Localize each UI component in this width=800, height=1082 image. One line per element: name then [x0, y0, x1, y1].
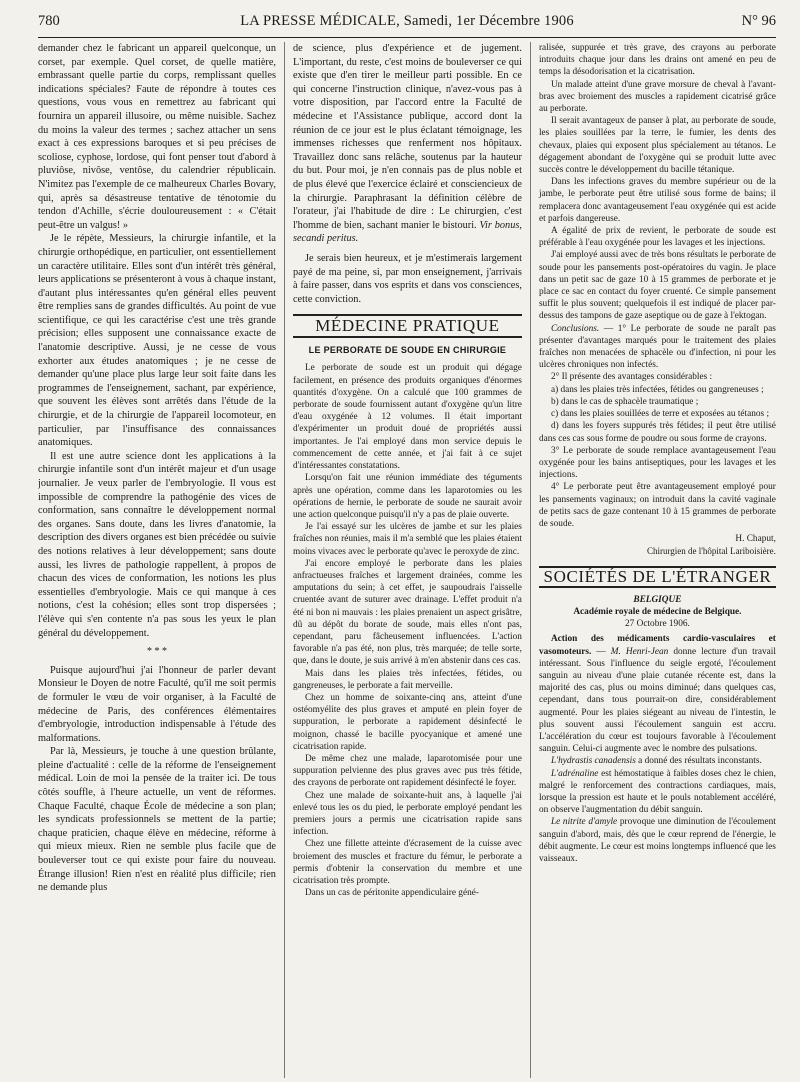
report-author: M. Henri-Jean — [610, 646, 669, 657]
conclusion-4: 4° Le perborate peut être avantageusement employé pour les pansements vaginaux; on introduit dans la cavité vaginale de petits sacs de gaze contenant 10 à 15 grammes de perborate de soude. — [538, 482, 776, 529]
paragraph: Je le répète, Messieurs, la chirurgie infantile, et la chirurgie orthopédique, en particulier, ont essentiellement un caractère utilitaire. Elles sont d'un intérêt très général, leurs applications se présenteront à vous à chaque instant, d'autant plus intéressantes qu'en général elles peuvent être remplies sans de grandes difficultés. Au point de vue scientifique, ce qui les caractérise c'est une très grande précision; elles supposent une connaissance exacte de l'anatomie descriptive. Aussi, je ne cesse de vous exhorter aux études anatomiques ; je ne cesse de demander qu'une place plus large leur soit faite dans les programmes de l'enseignement, sachant, par expérience, que souvent les élèves sont arrêtés dans l'étude de la chirurgie, et de la chirurgie de l'appareil locomoteur, en particulier, par l'insuffisance des connaissances anatomiques. — [38, 233, 276, 449]
report-paragraph — [539, 755, 776, 767]
report-text: est hémostatique à faibles doses chez le chien, malgré le renforcement des contractions cardiaques, mais, lorsque la pression est haute et le pouls notablement accéléré, on observe l'augmentation du débit sanguin. — [538, 768, 776, 816]
paragraph: J'ai encore employé le perborate dans les plaies anfractueuses fraîches et largement drainées, comme les amputations du sein; à cet effet, je saupoudrais l'aisselle cruentée avant de suturer avec drainage. L'effet produit n'a été ni bon ni mauvais : les plaies prenaient un aspect grisâtre, dû au dépôt du borate de soude, mais elles n'ont pas, cependant, paru fâcheusement influencées. L'action favorable n'a pas été, non plus, très marquée; de telle sorte, que, dans le doute, je suis arrivé à m'en abstenir dans ces cas. — [292, 558, 522, 667]
conclusions-label: Conclusions. — [550, 323, 600, 334]
section-title-societes-etranger: SOCIÉTÉS DE L'ÉTRANGER — [539, 566, 776, 588]
paragraph: J'ai employé aussi avec de très bons résultats le perborate de soude pour les pansements post-opératoires du vagin. Je place dans un petit sac de gaze 10 à 15 grammes de perborate et je place ce sac en contact du foyer cruenté. Ce simple pansement suffit le plus souvent; quelquefois il est indiqué de placer par-dessus des tampons de gaze aseptique ou de gaze à l'ektogan. — [538, 250, 776, 322]
drug-name: L'adrénaline — [550, 768, 599, 779]
paragraph: Puisque aujourd'hui j'ai l'honneur de parler devant Monsieur le Doyen de notre Faculté, qu'il me soit permis de formuler le vœu de voir organiser, à la Faculté de médecine de Paris, des conférences élémentaires d'embryologie, introduction indispensable à l'étude des malformations. — [38, 664, 276, 744]
report-paragraph — [539, 816, 776, 865]
author-role: Chirurgien de l'hôpital Lariboisière. — [646, 546, 776, 557]
drug-name: Le nitrite d'amyle — [550, 817, 618, 828]
conclusion-2: 2° Il présente des avantages considérables : — [550, 372, 713, 383]
report-title: Action des médicaments cardio-vasculaires et vasomoteurs. — [538, 634, 776, 657]
page-header — [38, 13, 776, 35]
report-paragraph: Action des médicaments cardio-vasculaires et vasomoteurs. — M. Henri-Jean donne lecture d'un travail intéressant. Sous l'influence du seigle ergoté, l'écoulement sanguin au niveau d'une plaie cutanée récente est, dans la majorité des cas, plus ou moins diminué; dans quelques cas, cependant, dans tous pourrait-on dire, considérablement augmenté. Pour les plaies siégeant au niveau de l'intestin, le plus souvent aussi l'écoulement sanguin est accru. L'accélération du cœur est toujours favorable à l'écoulement sanguin. Celui-ci augmente avec le nombre des pulsations. — [538, 634, 776, 755]
drug-name: L'hydrastis canadensis — [550, 756, 636, 767]
academy-heading: Académie royale de médecine de Belgique. — [573, 606, 742, 617]
paragraph-text: de science, plus d'expérience et de jugement. L'important, du reste, c'est moins de bouleverser ce qui existe que d'en tirer le meilleur parti possible. En ce qui concerne l'instruction clinique, n'avez-vous pas à votre disposition, par l'accord entre la Faculté de médecine et l'Assistance publique, accord dont la réunion de ce jour est le plus éclatant témoignage, les immenses richesses que renferment nos hôpitaux. Travaillez donc sans relâche, soutenus par la hauteur du but. Pour moi, je n'en connais pas de plus noble et de plus élevé que l'exercice éclairé et consciencieux de la chirurgie. Paraphrasant la définition célèbre de l'orateur, j'ai l'habitude de dire : Le chirurgien, c'est l'homme de bien, sachant manier le bistouri. — [292, 43, 522, 231]
columns — [38, 42, 776, 1078]
session-date: 27 Octobre 1906. — [625, 619, 690, 630]
paragraph: demander chez le fabricant un appareil quelconque, un corset, par exemple. Quel corset, de quelle matière, embrassant quelle partie du corps, remplissant quelles indications spéciales? Faute de répondre à toutes ces questions, vous vous en remettrez au fabricant qui fournira un appareil illusoire, ou même nuisible. Sachez du moins la valeur des termes ; sachez attacher un sens exact à ces expressions baroques et si peu précises de scoliose, cyphose, lordose, qui font penser tout d'abord à pluviôse, nivôse, ventôse, du calendrier républicain. N'imitez pas l'exemple de ce malheureux Charles Bovary, qui, après sa désastreuse tentative de ténotomie du tendon d'Achille, s'écrie douloureusement : « C'était peut-être un valgus! » — [38, 43, 276, 231]
column-2 — [284, 42, 530, 1078]
header-rule — [38, 37, 776, 38]
running-title: LA PRESSE MÉDICALE, Samedi, 1er Décembre 1906 — [240, 13, 574, 29]
paragraph: Il serait avantageux de panser à plat, au perborate de soude, les plaies souillées par la terre, le fumier, les dents des chevaux, plaies qui exposent plus spécialement au tétanos. Le dégagement abondant de l'oxygène qui se produit lutte avec succès contre le développement du bacille tétanique. — [538, 116, 776, 176]
page-number: 780 — [38, 13, 60, 29]
conclusions — [539, 323, 776, 372]
paragraph: Le perborate de soude est un produit qui dégage facilement, en présence des produits organiques d'énormes quantités d'oxygène. On a calculé que 100 grammes de perborate de soude fournissent autant d'oxygène qu'un litre d'eau oxygénée à 12 volumes. Il était important d'expérimenter un produit doué de propriétés aussi importantes. Je l'ai employé dans mon service depuis le commencement de cette année, et j'ai fait à ce sujet d'intéressantes constatations. — [292, 363, 522, 472]
column-3 — [530, 42, 776, 1078]
report-text: provoque une diminution de l'écoulement sanguin d'abord, mais, dès que le cœur reprend de l'énergie, le débit augmente. Le cœur est moins longtemps influencé que les vaisseaux. — [538, 817, 776, 864]
column-1 — [38, 42, 284, 1078]
conclusion-2b: b) dans le cas de sphacèle traumatique ; — [550, 396, 699, 407]
paragraph: Chez une malade de soixante-huit ans, à laquelle j'ai enlevé tous les os du pied, le perborate employé pendant les premiers jours a permis une cicatrisation rapide sans infection. — [292, 790, 522, 838]
conclusion-2a: a) dans les plaies très infectées, fétides ou gangreneuses ; — [550, 384, 764, 395]
article-title: LE PERBORATE DE SOUDE EN CHIRURGIE — [308, 344, 507, 355]
paragraph: Dans un cas de péritonite appendiculaire géné- — [304, 888, 479, 899]
paragraph: Je serais bien heureux, et je m'estimerais largement payé de ma peine, si, par mon enseignement, j'arrivais à faire passer, dans vos esprits et dans vos consciences, cette conviction. — [292, 252, 522, 305]
report-text: donne lecture d'un travail intéressant. Sous l'influence du seigle ergoté, l'écoulement sanguin au niveau d'une plaie cutanée récente est, dans la majorité des cas, plus ou moins diminué; dans quelques cas, cependant, dans tous pourrait-on dire, considérablement augmenté. Pour les plaies siégeant au niveau de l'intestin, le plus souvent aussi l'écoulement sanguin est accru. L'accélération du cœur est toujours favorable à l'écoulement sanguin. Celui-ci augmente avec le nombre des pulsations. — [538, 646, 776, 755]
country-heading: BELGIQUE — [633, 594, 682, 605]
report-text: a donné des résultats inconstants. — [638, 756, 762, 767]
paragraph: Dans les infections graves du membre supérieur ou de la jambe, le perborate peut être utilisé sous forme de bains; il remplacera donc avantageusement l'eau oxygénée qui est acide et parfois dangereuse. — [538, 177, 776, 224]
paragraph: Mais dans les plaies très infectées, fétides, ou gangreneuses, le perborate a fait merveille. — [292, 668, 522, 691]
conclusion-2c: c) dans les plaies souillées de terre et exposées au tétanos ; — [550, 409, 770, 420]
paragraph: Chez une fillette atteinte d'écrasement de la cuisse avec broiement des muscles et fracture du fémur, le perborate a permis d'obtenir la conservation du membre et une cicatrisation très prompte. — [292, 839, 522, 886]
conclusion-3: 3° Le perborate de soude remplace avantageusement l'eau oxygénée pour les bains antiseptiques, pour les lavages et les injections. — [538, 445, 776, 481]
author-signature: H. Chaput, — [735, 534, 776, 545]
section-separator: * * * — [146, 646, 167, 658]
paragraph: Je l'ai essayé sur les ulcères de jambe et sur les plaies fraîches non réunies, mais il m'a semblé que les plaies étaient moins vivaces avec le perborate qu'avec le peroxyde de zinc. — [292, 522, 522, 557]
paragraph: Par là, Messieurs, je touche à une question brûlante, pleine d'actualité : celle de la réforme de l'enseignement médical. Loin de moi la pensée de la traiter ici. De tous côtés souffle, à l'heure actuelle, un vent de réformes. Chaque Faculté, chaque École de médecine a son plan; les syndicats professionnels se mettent de la partie; chaque praticien, chaque élève en médecine, réforme à qui mieux mieux. Rien ne semble plus facile que de bouleverser tout ce qui existe pour faire du nouveau. Étrange illusion! Rien n'est en réalité plus difficile; rien ne demande plus — [38, 746, 276, 894]
section-title-medecine-pratique: MÉDECINE PRATIQUE — [293, 314, 522, 338]
report-paragraph — [539, 768, 776, 817]
issue-number: N° 96 — [741, 13, 776, 29]
paragraph: Lorsqu'on fait une réunion immédiate des téguments après une opération, comme dans les laparotomies ou les opérations de hernie, le perborate de soude ne saurait avoir une action quelconque puisqu'il n'y a pas de plaie ouverte. — [292, 473, 522, 520]
conclusion-1: — 1° Le perborate de soude ne paraît pas présenter d'avantages marqués pour le traitement des plaies fraîches non menacées de sphacèle ou d'infection, ni pour les ulcères chroniques non infectés. — [538, 323, 776, 371]
paragraph: Chez un homme de soixante-cinq ans, atteint d'une ostéomyélite des plus graves et amputé en plein foyer de suppuration, le perborate a rapidement désinfecté le moignon, chassé le bacille pyocyanique et amené une cicatrisation rapide. — [292, 692, 522, 752]
paragraph: Un malade atteint d'une grave morsure de cheval à l'avant-bras avec broiement des muscles a rapidement cicatrisé grâce au perborate. — [538, 79, 776, 115]
paragraph: A égalité de prix de revient, le perborate de soude est préférable à l'eau oxygénée pour les lavages et les injections. — [538, 226, 776, 249]
paragraph — [293, 42, 522, 246]
article-body — [293, 362, 522, 899]
paragraph: ralisée, suppurée et très grave, des crayons au perborate introduits chaque jour dans les drains ont amené en peu de temps la désodorisation et la cicatrisation. — [538, 43, 776, 78]
conclusion-2d: d) dans les foyers suppurés très fétides; il peut être utilisé dans ces cas sous forme de poudre ou sous forme de crayons. — [538, 421, 776, 444]
paragraph: De même chez une malade, laparotomisée pour une suppuration pelvienne des plus graves avec pus très fétide, des crayons de perborate ont rapidement désinfecté le foyer. — [292, 753, 522, 789]
latin-quote: Vir bonus, secandi peritus. — [292, 219, 522, 245]
paragraph: Il est une autre science dont les applications à la chirurgie infantile sont d'un intérêt majeur et d'un usage journalier. Je veux parler de l'embryologie. Il vous est impossible de comprendre la pathogénie des vices de conformation, sans connaître le développement normal des organes. Sans doute, dans les livres d'anatomie, la description des divers organes est bien précédée ou suivie des notions relatives à leur développement; sans doute aussi, les livres de pathologie rappellent, à propos de chacun des vices de conformation, les notions les plus essentielles d'embryologie. Mais ce qui manque à ces notions, c'est la cohésion; elles sont trop dispersées ; l'élève qui s'en contente n'a pas sous les yeux le plan général du développement. — [38, 450, 276, 639]
